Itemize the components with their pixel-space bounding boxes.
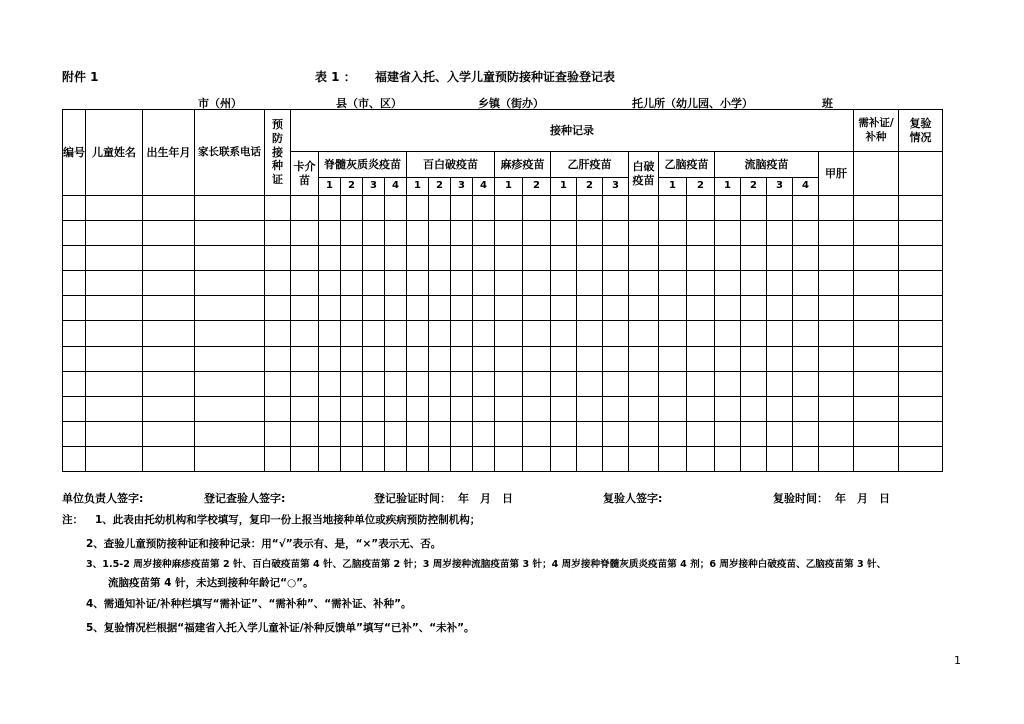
page-number: 1: [954, 654, 961, 667]
vaccine-hepa: 甲肝: [819, 152, 854, 196]
kindergarten-label: 托儿所（幼儿园、小学）: [632, 97, 753, 110]
dose-number: 2: [523, 178, 551, 196]
recheck-date: 年 月 日: [835, 492, 890, 505]
dose-number: 3: [363, 178, 385, 196]
vaccine-dpt: 百白破疫苗: [407, 152, 495, 178]
dose-number: 3: [767, 178, 793, 196]
notes-label: 注：: [62, 514, 83, 526]
dose-number: 2: [341, 178, 363, 196]
table-number: 表 1 ：: [315, 70, 356, 84]
vaccine-measles: 麻疹疫苗: [495, 152, 551, 178]
dose-number: 1: [495, 178, 523, 196]
vaccine-je: 乙脑疫苗: [659, 152, 715, 178]
dose-number: 2: [577, 178, 603, 196]
city-label: 市（州）: [198, 97, 242, 110]
dose-number: 1: [551, 178, 577, 196]
attachment-label: 附件 1: [62, 70, 99, 84]
vaccine-polio: 脊髓灰质炎疫苗: [319, 152, 407, 178]
col-header-recheck: 复验情况: [899, 110, 943, 152]
town-label: 乡镇（街办）: [478, 97, 544, 110]
col-header-phone: 家长联系电话: [195, 110, 265, 196]
col-header-id: 编号: [63, 110, 86, 196]
vaccine-hepb: 乙肝疫苗: [551, 152, 629, 178]
note-4: 4、需通知补证/补种栏填写“需补证”、“需补种”、“需补证、补种”。: [86, 598, 412, 610]
note-3: 3、1.5-2 周岁接种麻疹疫苗第 2 针、百白破疫苗第 4 针、乙脑疫苗第 2 针；3 周岁接种流脑疫苗第 3 针；4 周岁接种脊髓灰质炎疫苗第 4 剂；6 周岁接种白破疫苗、乙脑疫苗第 3 针、: [86, 559, 887, 570]
vaccine-mening: 流脑疫苗: [715, 152, 819, 178]
note-2: 2、查验儿童预防接种证和接种记录：用“√”表示有、是，“×”表示无、否。: [86, 538, 442, 550]
col-header-need: 需补证/补种: [854, 110, 899, 152]
dose-number: 2: [741, 178, 767, 196]
dose-number: 4: [385, 178, 407, 196]
dose-number: 3: [451, 178, 473, 196]
dose-number: 1: [659, 178, 687, 196]
rechecker-signature-label: 复验人签字:: [603, 492, 663, 505]
dose-number: 4: [793, 178, 819, 196]
dose-number: 2: [429, 178, 451, 196]
note-3-continued: 流脑疫苗第 4 针，未达到接种年龄记“○”。: [108, 577, 314, 589]
registration-time-label: 登记验证时间：: [374, 492, 451, 505]
recheck-time-label: 复验时间：: [773, 492, 828, 505]
dose-number: 4: [473, 178, 495, 196]
dose-number: 1: [319, 178, 341, 196]
page-title: 福建省入托、入学儿童预防接种证查验登记表: [375, 70, 616, 84]
col-header-certificate: 预防接种证: [265, 110, 291, 196]
dose-number: 1: [715, 178, 741, 196]
registrar-signature-label: 登记查验人签字:: [204, 492, 286, 505]
vaccine-dt: 白破疫苗: [629, 152, 659, 196]
dose-number: 2: [687, 178, 715, 196]
dose-number: 3: [603, 178, 629, 196]
col-header-birth: 出生年月: [143, 110, 195, 196]
dose-number: 1: [407, 178, 429, 196]
registration-date: 年 月 日: [458, 492, 513, 505]
col-header-record: 接种记录: [291, 110, 854, 152]
county-label: 县（市、区）: [336, 97, 402, 110]
col-header-name: 儿童姓名: [86, 110, 143, 196]
note-1: 1、此表由托幼机构和学校填写，复印一份上报当地接种单位或疾病预防控制机构；: [95, 514, 481, 526]
unit-head-signature-label: 单位负责人签字:: [62, 492, 144, 505]
class-label: 班: [822, 97, 833, 110]
note-5: 5、复验情况栏根据“福建省入托入学儿童补证/补种反馈单”填写“已补”、“未补”。: [86, 622, 475, 634]
vaccine-bcg: 卡介苗: [291, 152, 319, 196]
